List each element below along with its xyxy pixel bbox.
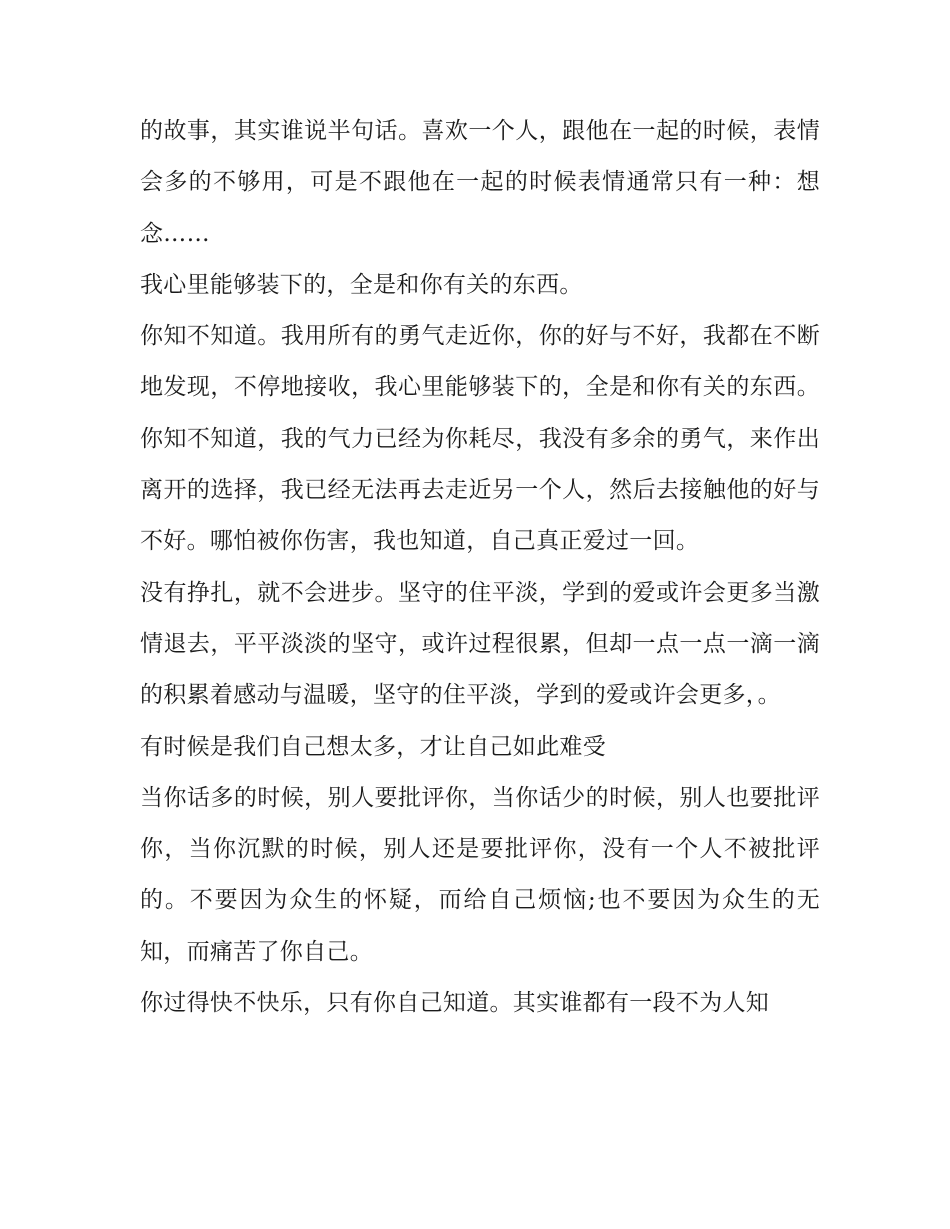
paragraph-6: 当你话多的时候，别人要批评你，当你话少的时候，别人也要批评你，当你沉默的时候，别人还是要批评你，没有一个人不被批评的。不要因为众生的怀疑，而给自己烦恼;也不要因为众生的无知，而痛苦了你自己。: [140, 784, 820, 965]
paragraph-4: 没有挣扎，就不会进步。坚守的住平淡，学到的爱或许会更多当激情退去，平平淡淡的坚守，或许过程很累，但却一点一点一滴一滴的积累着感动与温暖，坚守的住平淡，学到的爱或许会更多，。: [140, 579, 820, 709]
paragraph-3: 你知不知道。我用所有的勇气走近你，你的好与不好，我都在不断地发现，不停地接收，我心里能够装下的，全是和你有关的东西。你知不知道，我的气力已经为你耗尽，我没有多余的勇气，来作出离开的选择，我已经无法再去走近另一个人，然后去接触他的好与不好。哪怕被你伤害，我也知道，自己真正爱过一回。: [140, 323, 820, 555]
paragraph-5: 有时候是我们自己想太多，才让自己如此难受: [140, 733, 606, 760]
paragraph-1: 的故事，其实谁说半句话。喜欢一个人，跟他在一起的时候，表情会多的不够用，可是不跟他在一起的时候表情通常只有一种：想念……: [140, 118, 820, 247]
paragraph-2: 我心里能够装下的，全是和你有关的东西。: [140, 271, 583, 298]
paragraph-7: 你过得快不快乐，只有你自己知道。其实谁都有一段不为人知: [140, 990, 770, 1017]
document-body: [140, 106, 820, 1029]
